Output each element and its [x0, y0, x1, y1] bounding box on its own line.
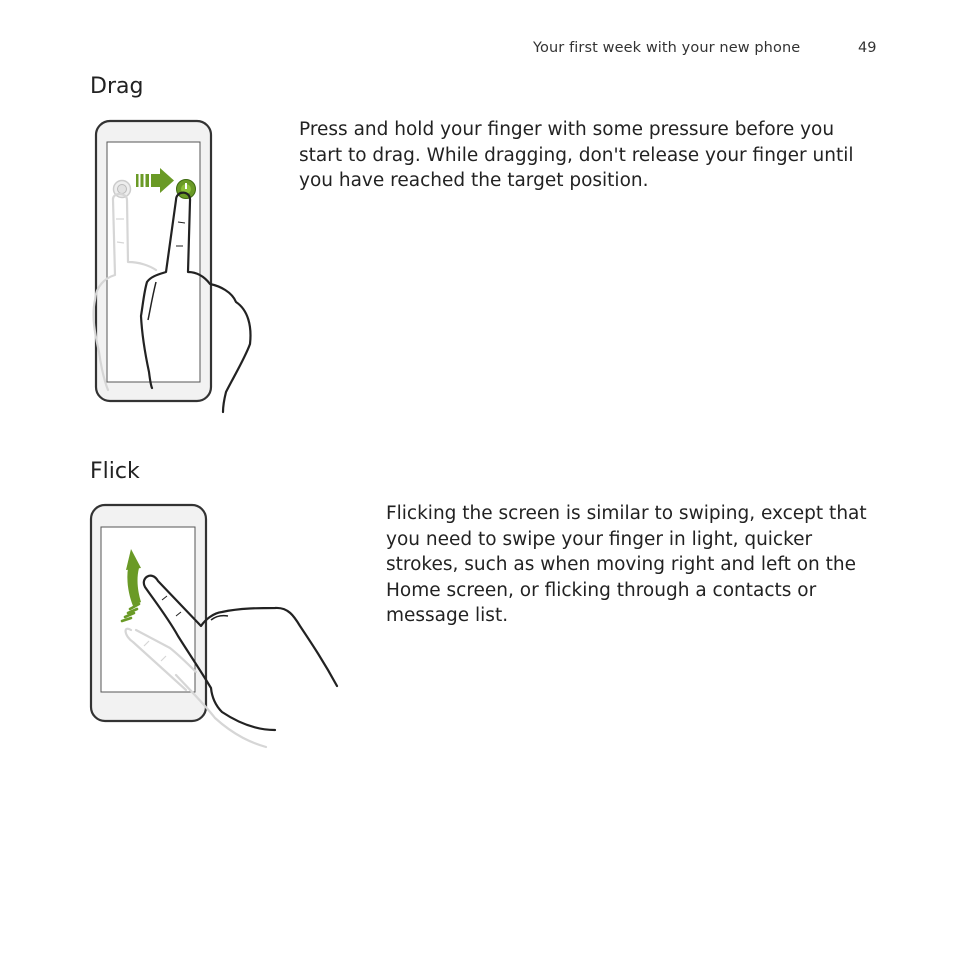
flick-gesture-illustration	[85, 500, 345, 755]
drag-heading: Drag	[90, 74, 144, 99]
page-number: 49	[858, 40, 877, 56]
flick-heading: Flick	[90, 459, 140, 484]
flick-description: Flicking the screen is similar to swiping, except that you need to swipe your finger in light, quicker strokes, such as when moving right and left on the Home screen, or flicking through a contacts or message list.	[386, 503, 867, 626]
drag-gesture-illustration	[85, 115, 260, 420]
drag-description: Press and hold your finger with some pressure before you start to drag. While dragging, don't release your finger until you have reached the target position.	[299, 119, 854, 191]
phone-screen	[101, 527, 195, 692]
running-title: Your first week with your new phone	[533, 40, 801, 56]
